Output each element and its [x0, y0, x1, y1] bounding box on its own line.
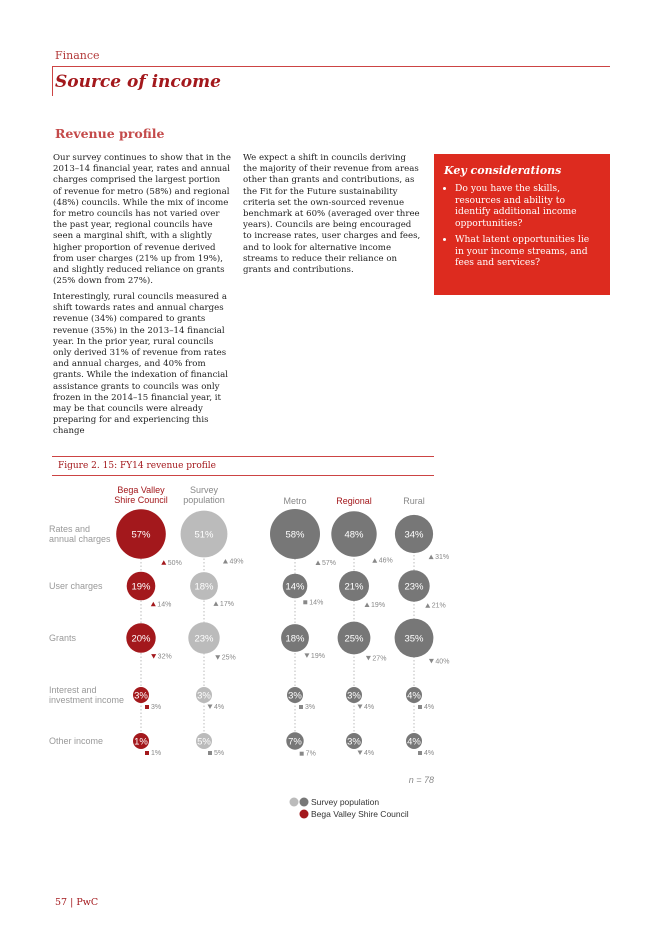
- column-header: Survey: [189, 485, 219, 495]
- bubble-value-label: 23%: [194, 633, 214, 645]
- section-subtitle: Revenue profile: [55, 126, 165, 141]
- header-side-rule: [52, 66, 53, 96]
- prior-value-label: 27%: [372, 655, 387, 663]
- prior-value-label: 40%: [435, 658, 450, 666]
- bubble-value-label: 1%: [134, 736, 148, 748]
- column-header: Rural: [403, 496, 425, 506]
- header-rule: [52, 66, 610, 67]
- sample-size-note: n = 78: [408, 775, 434, 785]
- column-header: population: [183, 495, 225, 505]
- legend-swatch: [290, 798, 299, 807]
- prior-value-label: 17%: [219, 600, 234, 608]
- row-label: Interest and: [49, 685, 97, 695]
- prior-up-marker: [161, 560, 166, 565]
- bubble-value-label: 48%: [344, 529, 364, 541]
- bubble-value-label: 3%: [197, 690, 211, 702]
- page-footer: 57 | PwC: [55, 897, 99, 908]
- prior-value-label: 14%: [157, 601, 172, 609]
- prior-down-marker: [215, 655, 220, 660]
- prior-value-label: 32%: [157, 653, 172, 661]
- legend-label: Survey population: [311, 797, 380, 807]
- prior-value-label: 4%: [214, 704, 225, 711]
- prior-value-label: 4%: [424, 750, 435, 757]
- prior-down-marker: [366, 656, 371, 661]
- prior-up-marker: [316, 561, 321, 566]
- prior-value-label: 7%: [305, 750, 316, 758]
- bubble-value-label: 35%: [404, 633, 424, 645]
- column-1-paragraph-1: Our survey continues to show that in the 2013–14 financial year, rates and annual charges comprised the largest portion of revenue for metro (58%) and regional (48%) councils. While the mix of income for metro councils has not varied over the past year, regional councils have seen a marginal shift, with a slightly higher proportion of revenue derived from user charges (21% up from 19%), and slightly reduced reliance on grants (25% down from 27%).: [53, 153, 231, 287]
- prior-same-marker: [145, 751, 149, 755]
- column-2-paragraph-1: We expect a shift in councils deriving the majority of their revenue from areas other than grants and contributions, as the Fit for the Future sustainability criteria set the own-sourced revenue benchmark at 60% (averaged over three years). Councils are being encouraged to increase rates, user charges and fees, and to look for alternative income streams to reduce their reliance on grants and contributions.: [243, 153, 421, 276]
- prior-value-label: 19%: [371, 602, 386, 610]
- prior-same-marker: [418, 705, 422, 709]
- bubble-value-label: 4%: [407, 736, 421, 748]
- key-considerations-list: [444, 183, 600, 269]
- prior-value-label: 21%: [431, 602, 446, 610]
- prior-value-label: 4%: [364, 750, 375, 757]
- prior-value-label: 57%: [322, 560, 337, 567]
- column-header: Bega Valley: [117, 485, 165, 495]
- bubble-value-label: 57%: [131, 529, 151, 541]
- prior-up-marker: [372, 558, 377, 563]
- bubble-value-label: 23%: [404, 581, 424, 593]
- page-title: Source of income: [55, 72, 221, 92]
- row-label: User charges: [49, 581, 103, 591]
- legend-label: Bega Valley Shire Council: [311, 809, 409, 819]
- prior-same-marker: [300, 752, 304, 756]
- bubble-value-label: 58%: [285, 529, 305, 541]
- prior-same-marker: [208, 751, 212, 755]
- prior-down-marker: [304, 653, 309, 658]
- section-label: Finance: [55, 49, 100, 62]
- prior-value-label: 50%: [167, 559, 182, 567]
- row-label: Rates and: [49, 524, 91, 534]
- prior-same-marker: [145, 705, 149, 709]
- bubble-value-label: 20%: [131, 633, 151, 645]
- prior-down-marker: [358, 705, 363, 710]
- bubble-value-label: 5%: [197, 736, 211, 748]
- bubble-value-label: 34%: [404, 529, 424, 541]
- column-1-paragraph-2: Interestingly, rural councils measured a shift towards rates and annual charges revenue (34%) compared to grants revenue (35%) in the 2013–14 financial year. In the prior year, rural councils only derived 31% of revenue from rates and annual charges, and 40% from grants. While the indexation of financial assistance grants to councils was only frozen in the 2014–15 financial year, it may be that councils were already preparing for and experiencing this change: [53, 292, 229, 437]
- key-considerations-box: [434, 154, 610, 295]
- column-header: Shire Council: [114, 495, 168, 505]
- prior-value-label: 1%: [151, 750, 162, 757]
- bubble-value-label: 3%: [134, 690, 148, 702]
- column-header: Regional: [336, 496, 372, 506]
- prior-same-marker: [299, 705, 303, 709]
- prior-value-label: 4%: [424, 704, 435, 711]
- prior-same-marker: [303, 600, 307, 604]
- prior-value-label: 14%: [309, 599, 324, 607]
- prior-down-marker: [208, 705, 213, 710]
- prior-value-label: 3%: [305, 704, 316, 711]
- prior-down-marker: [151, 654, 156, 659]
- bubble-value-label: 7%: [288, 736, 302, 748]
- legend-swatch: [300, 798, 309, 807]
- key-consideration-item: • What latent opportunities lie in your income streams, and fees and services?: [455, 234, 600, 269]
- prior-down-marker: [358, 751, 363, 756]
- prior-value-label: 19%: [310, 652, 325, 660]
- key-consideration-item: • Do you have the skills, resources and ability to identify additional income opportunities?: [455, 183, 600, 229]
- prior-up-marker: [429, 555, 434, 560]
- bubble-value-label: 4%: [407, 690, 421, 702]
- prior-value-label: 5%: [214, 750, 225, 757]
- figure-title: Figure 2. 15: FY14 revenue profile: [58, 461, 216, 471]
- prior-up-marker: [365, 603, 370, 608]
- prior-value-label: 46%: [378, 557, 393, 565]
- prior-same-marker: [418, 751, 422, 755]
- revenue-profile-chart: [0, 478, 662, 828]
- bubble-value-label: 51%: [194, 529, 214, 541]
- bubble-value-label: 3%: [347, 736, 361, 748]
- prior-value-label: 31%: [435, 554, 450, 562]
- row-label: investment income: [49, 695, 125, 705]
- row-label: annual charges: [49, 534, 111, 544]
- bubble-value-label: 18%: [285, 633, 305, 645]
- prior-value-label: 49%: [229, 558, 244, 566]
- key-considerations-title: Key considerations: [444, 164, 562, 177]
- figure-title-rule: [52, 475, 434, 476]
- row-label: Grants: [49, 633, 77, 643]
- prior-up-marker: [151, 602, 156, 607]
- row-label: Other income: [49, 736, 104, 746]
- legend-swatch: [300, 810, 309, 819]
- bubble-value-label: 18%: [194, 581, 214, 593]
- bubble-value-label: 3%: [347, 690, 361, 702]
- bubble-value-label: 25%: [344, 633, 364, 645]
- bubble-value-label: 3%: [288, 690, 302, 702]
- prior-up-marker: [223, 559, 228, 564]
- prior-value-label: 25%: [221, 654, 236, 662]
- bubble-value-label: 19%: [131, 581, 151, 593]
- prior-up-marker: [213, 601, 218, 606]
- figure-top-rule: [52, 456, 434, 457]
- prior-value-label: 4%: [364, 704, 375, 711]
- prior-value-label: 3%: [151, 704, 162, 711]
- prior-down-marker: [429, 659, 434, 664]
- column-header: Metro: [283, 496, 307, 506]
- prior-up-marker: [425, 603, 430, 608]
- bubble-value-label: 21%: [344, 581, 364, 593]
- bubble-value-label: 14%: [285, 581, 305, 593]
